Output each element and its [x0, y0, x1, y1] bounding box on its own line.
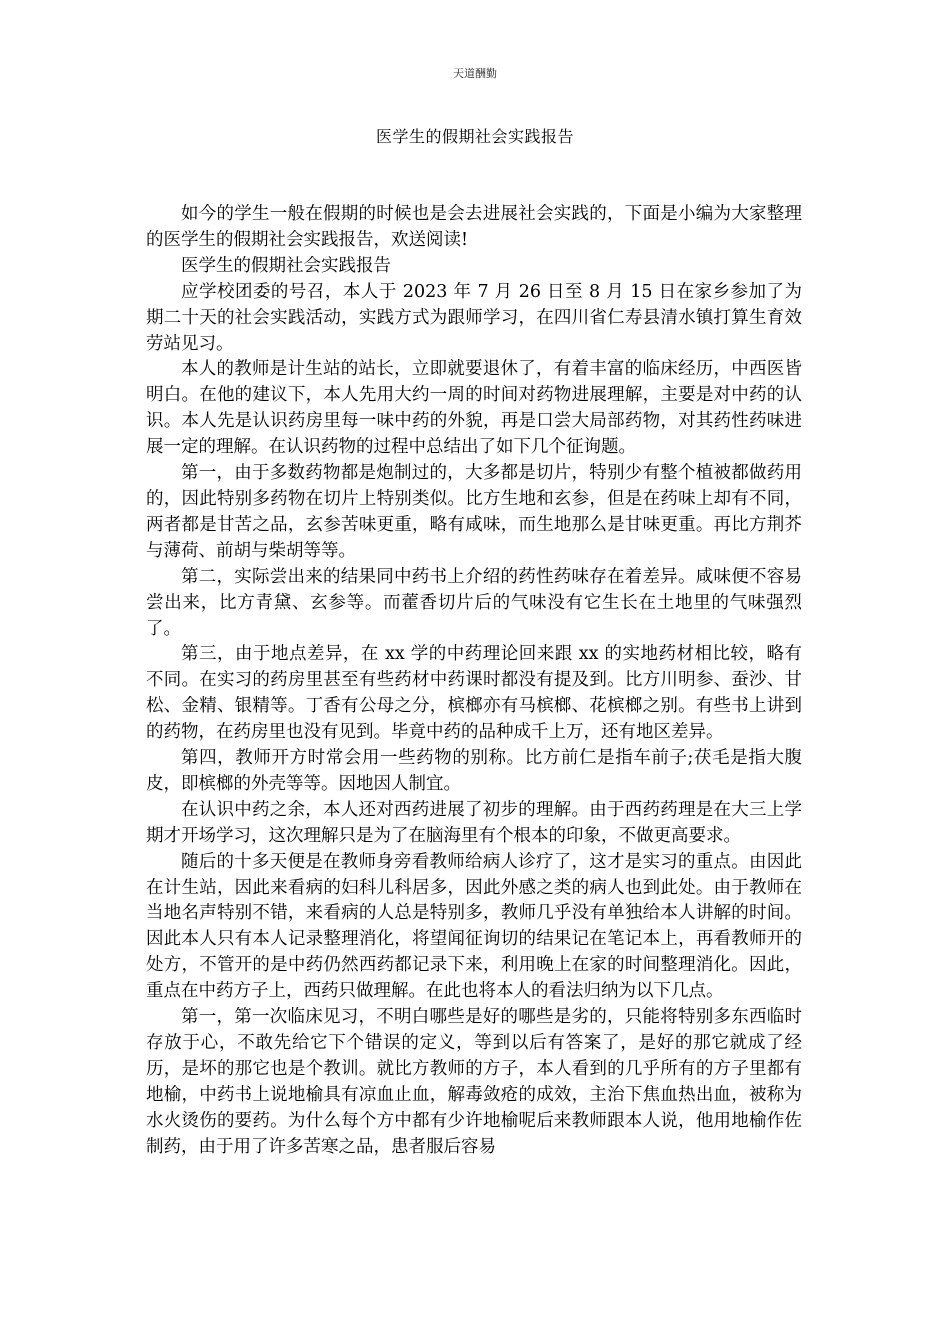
- paragraph-clinical: 随后的十多天便是在教师身旁看教师给病人诊疗了，这才是实习的重点。由因此在计生站，因此来看病的妇科儿科居多，因此外感之类的病人也到此处。由于教师在当地名声特别不错，来看病的人总是特别多，教师几乎没有单独给本人讲解的时间。因此本人只有本人记录整理消化，将望闻征询切的结果记在笔记本上，再看教师开的处方，不管开的是中药仍然西药都记录下来，利用晚上在家的时间整理消化。因此，重点在中药方子上，西药只做理解。在此也将本人的看法归纳为以下几点。: [146, 851, 802, 1002]
- document-body: [146, 202, 802, 1161]
- paragraph-point-2: 第二，实际尝出来的结果同中药书上介绍的药性药味存在着差异。咸味便不容易尝出来，比方青黛、玄参等。而藿香切片后的气味没有它生长在土地里的气味强烈了。: [146, 566, 802, 639]
- paragraph-intro: 如今的学生一般在假期的时候也是会去进展社会实践的，下面是小编为大家整理的医学生的假期社会实践报告，欢送阅读!: [146, 204, 802, 250]
- document-title: 医学生的假期社会实践报告: [375, 127, 574, 146]
- page-header: 天道酬勤: [453, 67, 497, 80]
- paragraph-point-3: 第三，由于地点差异，在 xx 学的中药理论回来跟 xx 的实地药材相比较，略有不同。在实习的药房里甚至有些药材中药课时都没有提及到。比方川明参、蚕沙、甘松、金精、银精等。丁香有公母之分，槟榔亦有马槟榔、花槟榔之别。有些书上讲到的药物，在药房里也没有见到。毕竟中药的品种成千上万，还有地区差异。: [146, 644, 802, 743]
- paragraph-background: 应学校团委的号召，本人于 2023 年 7 月 26 日至 8 月 15 日在家乡参加了为期二十天的社会实践活动，实践方式为跟师学习，在四川省仁寿县清水镇打算生育效劳站见习。: [146, 281, 802, 354]
- paragraph-subtitle: 医学生的假期社会实践报告: [181, 255, 391, 276]
- paragraph-point-4: 第四，教师开方时常会用一些药物的别称。比方前仁是指车前子;茯毛是指大腹皮，即槟榔的外壳等等。因地因人制宜。: [146, 748, 802, 794]
- paragraph-point-1: 第一，由于多数药物都是炮制过的，大多都是切片，特别少有整个植被都做药用的，因此特别多药物在切片上特别类似。比方生地和玄参，但是在药味上却有不同，两者都是甘苦之品，玄参苦味更重，略有咸味，而生地那么是甘味更重。再比方荆芥与薄荷、前胡与柴胡等等。: [146, 463, 802, 561]
- paragraph-western-medicine: 在认识中药之余，本人还对西药进展了初步的理解。由于西药药理是在大三上学期才开场学习，这次理解只是为了在脑海里有个根本的印象，不做更高要求。: [146, 799, 802, 846]
- paragraph-clinical-point-1: 第一，第一次临床见习，不明白哪些是好的哪些是劣的，只能将特别多东西临时存放于心，不敢先给它下个错误的定义，等到以后有答案了，是好的那它就成了经历，是坏的那它也是个教训。就比方教师的方子，本人看到的几乎所有的方子里都有地榆，中药书上说地榆具有凉血止血，解毒敛疮的成效，主治下焦血热出血，被称为水火烫伤的要药。为什么每个方中都有少许地榆呢后来教师跟本人说，他用地榆作佐制药，由于用了许多苦寒之品，患者服后容易: [146, 1007, 802, 1157]
- paragraph-teacher: 本人的教师是计生站的站长，立即就要退休了，有着丰富的临床经历，中西医皆明白。在他的建议下，本人先用大约一周的时间对药物进展理解，主要是对中药的认识。本人先是认识药房里每一味中药的外貌，再是口尝大局部药物，对其药性药味进展一定的理解。在认识药物的过程中总结出了如下几个征询题。: [146, 359, 802, 458]
